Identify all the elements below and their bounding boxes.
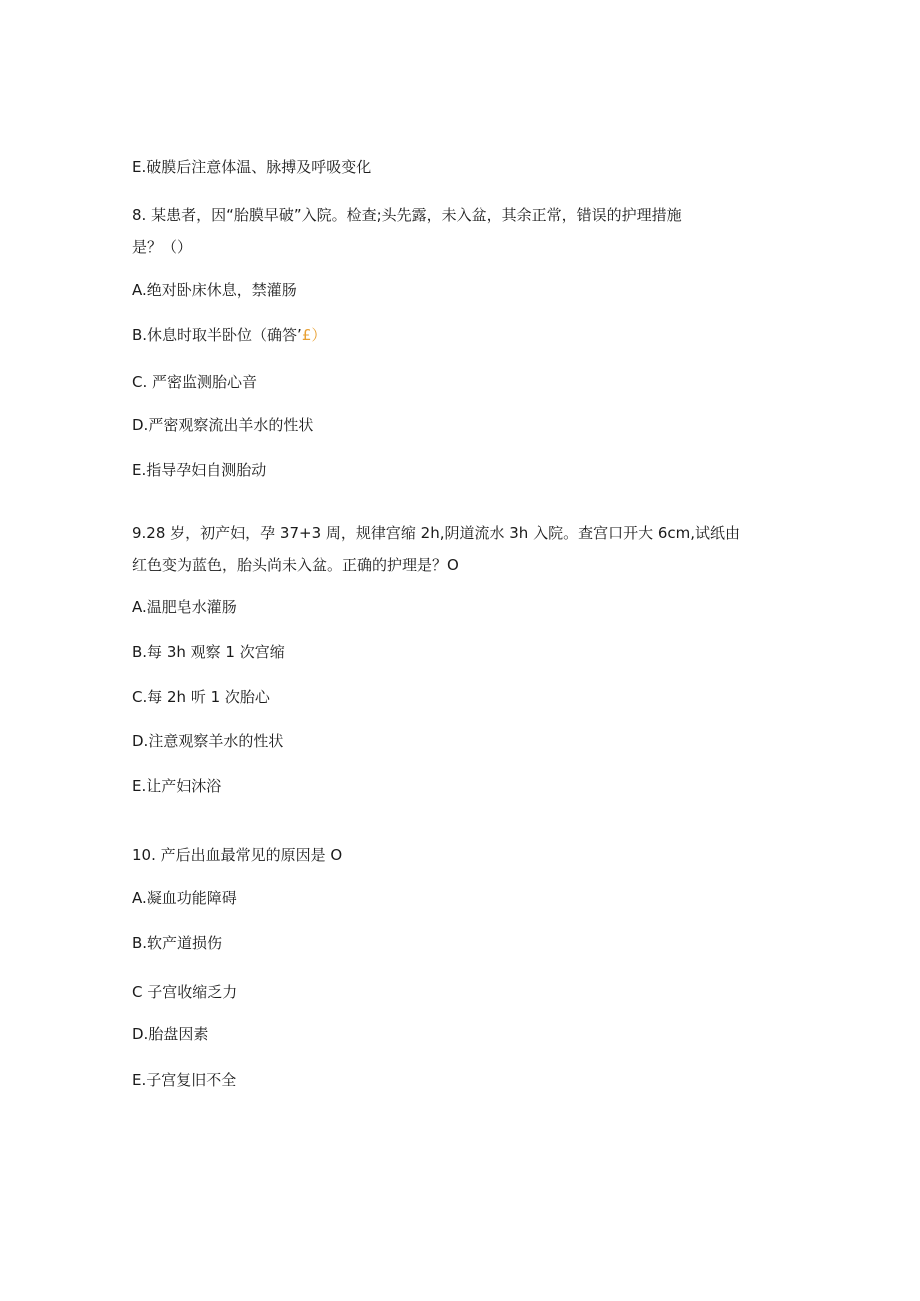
question-8-stem-line-1: 8. 某患者，因“胎膜早破”入院。检查;头先露，未入盆，其余正常，错误的护理措施 <box>132 206 682 224</box>
question-8-option-a: A.绝对卧床休息，禁灌肠 <box>132 281 297 299</box>
question-8-option-b-text: B.休息时取半卧位（确答’ <box>132 326 302 344</box>
question-10-option-b: B.软产道损伤 <box>132 934 223 952</box>
question-9-option-d: D.注意观察羊水的性状 <box>132 732 284 750</box>
question-8-option-e: E.指导孕妇自测胎动 <box>132 461 267 479</box>
prev-question-option-e: E.破膜后注意体温、脉搏及呼吸变化 <box>132 158 372 176</box>
question-8-option-c: C. 严密监测胎心音 <box>132 373 258 391</box>
question-10-option-d: D.胎盘因素 <box>132 1025 209 1043</box>
question-9-option-e: E.让产妇沐浴 <box>132 777 222 795</box>
question-10-option-c: C 子宫收缩乏力 <box>132 983 238 1001</box>
question-10-stem: 10. 产后出血最常见的原因是 O <box>132 846 343 864</box>
question-8-option-b <box>132 324 326 346</box>
question-8-option-d: D.严密观察流出羊水的性状 <box>132 416 314 434</box>
answer-mark: £） <box>301 326 327 344</box>
question-10-option-e: E.子宫复旧不全 <box>132 1071 237 1089</box>
question-9-stem-line-2: 红色变为蓝色，胎头尚未入盆。正确的护理是？O <box>132 556 459 574</box>
question-8-stem-line-2: 是？（） <box>132 238 193 256</box>
question-9-option-b: B.每 3h 观察 1 次宫缩 <box>132 643 285 661</box>
question-10-option-a: A.凝血功能障碍 <box>132 889 237 907</box>
question-9-option-c: C.每 2h 听 1 次胎心 <box>132 688 270 706</box>
question-9-stem-line-1: 9.28 岁，初产妇，孕 37+3 周，规律宫缩 2h,阴道流水 3h 入院。查宫口开大 6cm,试纸由 <box>132 524 741 542</box>
question-9-option-a: A.温肥皂水灌肠 <box>132 598 237 616</box>
